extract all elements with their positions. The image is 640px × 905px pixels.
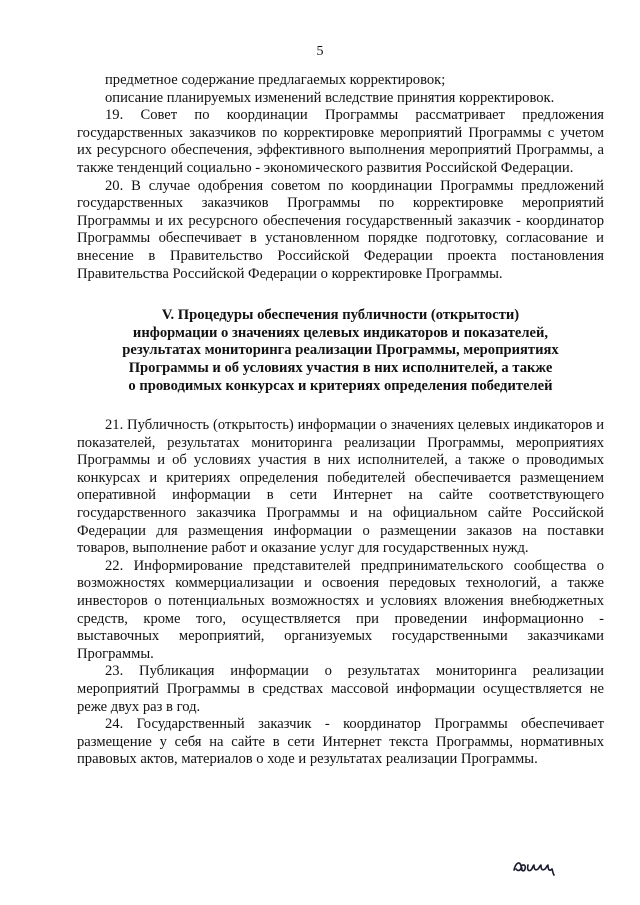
paragraph-24: 24. Государственный заказчик - координатор Программы обеспечивает размещение у себя на сайте в сети Интернет текста Программы, нормативных правовых актов, материалов о ходе и результатах реализации Программы. bbox=[77, 716, 604, 768]
paragraph-23: 23. Публикация информации о результатах мониторинга реализации мероприятий Программы в средствах массовой информации осуществляется не реже двух раз в год. bbox=[77, 663, 604, 715]
section-heading-line: Программы и об условиях участия в них исполнителей, а также bbox=[128, 359, 553, 376]
paragraph: предметное содержание предлагаемых корректировок; bbox=[105, 72, 446, 88]
handwritten-signature bbox=[512, 856, 558, 876]
section-heading-line: результатах мониторинга реализации Программы, мероприятиях bbox=[122, 342, 559, 359]
paragraph-22: 22. Информирование представителей предпринимательского сообщества о возможностях коммерциализации и освоения передовых технологий, а также инвесторов о потенциальных возможностях и условиях вложения внебюджетных средств, кроме того, осуществляется при проведении информационно - выставочных мероприятий, организуемых государственными заказчиками Программы. bbox=[77, 557, 604, 662]
section-heading bbox=[77, 307, 604, 395]
page-number: 5 bbox=[316, 44, 324, 59]
section-heading-line: о проводимых конкурсах и критериях определения победителей bbox=[128, 377, 553, 394]
paragraph-19: 19. Совет по координации Программы рассматривает предложения государственных заказчиков по корректировке мероприятий Программы с учетом их ресурсного обеспечения, эффективного выполнения мероприятий Программы, а также тенденций социально - экономического развития Российской Федерации. bbox=[77, 107, 604, 176]
document-body bbox=[77, 72, 604, 769]
section-heading-line: информации о значениях целевых индикаторов и показателей, bbox=[132, 324, 549, 341]
section-heading-line: V. Процедуры обеспечения публичности (открытости) bbox=[161, 307, 520, 324]
paragraph-20: 20. В случае одобрения советом по координации Программы предложений государственных заказчиков Программы по корректировке мероприятий Программы и их ресурсного обеспечения государственный заказчик - координатор Программы обеспечивает в установленном порядке подготовку, согласование и внесение в Правительство Российской Федерации проекта постановления Правительства Российской Федерации о корректировке Программы. bbox=[77, 177, 604, 282]
paragraph-21: 21. Публичность (открытость) информации о значениях целевых индикаторов и показателей, результатах мониторинга реализации Программы, мероприятиях Программы и об условиях участия в них исполнителей, а также о проводимых конкурсах и критериях определения победителей обеспечивается размещением оперативной информации в сети Интернет на сайте соответствующего государственного заказчика Программы и на официальном сайте Российской Федерации для размещения информации о размещении заказов на поставки товаров, выполнение работ и оказание услуг для государственных нужд. bbox=[77, 417, 604, 557]
paragraph: описание планируемых изменений вследствие принятия корректировок. bbox=[105, 89, 555, 106]
